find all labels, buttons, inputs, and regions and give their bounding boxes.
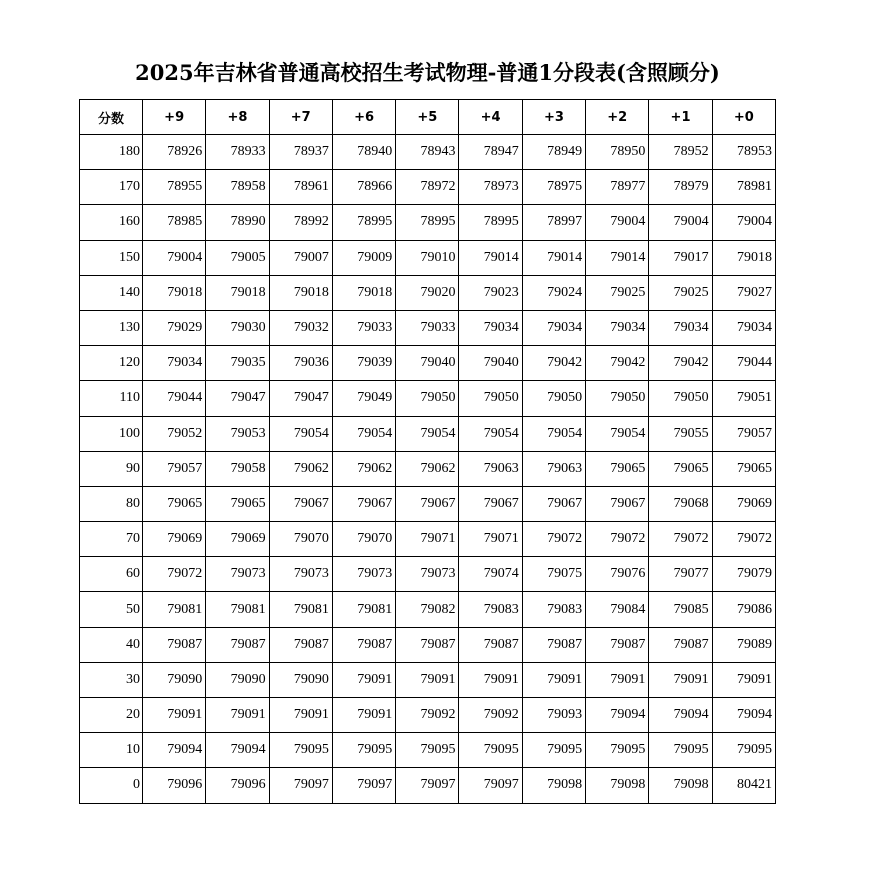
cumulative-count-cell: 79081 (206, 592, 269, 627)
cumulative-count-cell: 79095 (459, 733, 522, 768)
cumulative-count-cell: 79065 (206, 486, 269, 521)
cumulative-count-cell: 79096 (143, 768, 206, 803)
table-row (80, 627, 776, 662)
column-header-offset: +3 (522, 100, 585, 135)
cumulative-count-cell: 79072 (522, 522, 585, 557)
cumulative-count-cell: 79036 (269, 346, 332, 381)
cumulative-count-cell: 79010 (396, 240, 459, 275)
table-row (80, 698, 776, 733)
cumulative-count-cell: 79067 (332, 486, 395, 521)
cumulative-count-cell: 79030 (206, 310, 269, 345)
cumulative-count-cell: 79091 (332, 698, 395, 733)
cumulative-count-cell: 79020 (396, 275, 459, 310)
cumulative-count-cell: 78950 (586, 135, 649, 170)
cumulative-count-cell: 79091 (143, 698, 206, 733)
cumulative-count-cell: 79076 (586, 557, 649, 592)
cumulative-count-cell: 79091 (586, 662, 649, 697)
cumulative-count-cell: 79083 (522, 592, 585, 627)
score-cell: 170 (80, 170, 143, 205)
cumulative-count-cell: 79004 (649, 205, 712, 240)
cumulative-count-cell: 79069 (143, 522, 206, 557)
cumulative-count-cell: 79070 (332, 522, 395, 557)
cumulative-count-cell: 79067 (586, 486, 649, 521)
cumulative-count-cell: 79062 (269, 451, 332, 486)
cumulative-count-cell: 79097 (332, 768, 395, 803)
cumulative-count-cell: 79097 (459, 768, 522, 803)
cumulative-count-cell: 79087 (396, 627, 459, 662)
cumulative-count-cell: 79098 (522, 768, 585, 803)
score-cell: 80 (80, 486, 143, 521)
cumulative-count-cell: 79054 (332, 416, 395, 451)
table-row (80, 275, 776, 310)
cumulative-count-cell: 79065 (712, 451, 775, 486)
cumulative-count-cell: 79057 (143, 451, 206, 486)
cumulative-count-cell: 78985 (143, 205, 206, 240)
cumulative-count-cell: 79014 (586, 240, 649, 275)
cumulative-count-cell: 79050 (396, 381, 459, 416)
cumulative-count-cell: 79054 (269, 416, 332, 451)
cumulative-count-cell: 78979 (649, 170, 712, 205)
cumulative-count-cell: 79062 (332, 451, 395, 486)
cumulative-count-cell: 79094 (649, 698, 712, 733)
cumulative-count-cell: 79063 (459, 451, 522, 486)
cumulative-count-cell: 78926 (143, 135, 206, 170)
cumulative-count-cell: 79054 (459, 416, 522, 451)
cumulative-count-cell: 79091 (522, 662, 585, 697)
cumulative-count-cell: 79004 (143, 240, 206, 275)
cumulative-count-cell: 79086 (712, 592, 775, 627)
score-cell: 40 (80, 627, 143, 662)
cumulative-count-cell: 78977 (586, 170, 649, 205)
cumulative-count-cell: 79027 (712, 275, 775, 310)
cumulative-count-cell: 79018 (143, 275, 206, 310)
cumulative-count-cell: 80421 (712, 768, 775, 803)
cumulative-count-cell: 79044 (712, 346, 775, 381)
cumulative-count-cell: 79065 (586, 451, 649, 486)
cumulative-count-cell: 79004 (712, 205, 775, 240)
table-row (80, 522, 776, 557)
cumulative-count-cell: 79058 (206, 451, 269, 486)
cumulative-count-cell: 79040 (459, 346, 522, 381)
score-cell: 160 (80, 205, 143, 240)
cumulative-count-cell: 79018 (206, 275, 269, 310)
cumulative-count-cell: 78997 (522, 205, 585, 240)
cumulative-count-cell: 79057 (712, 416, 775, 451)
cumulative-count-cell: 79082 (396, 592, 459, 627)
cumulative-count-cell: 79075 (522, 557, 585, 592)
cumulative-count-cell: 79052 (143, 416, 206, 451)
table-row (80, 451, 776, 486)
cumulative-count-cell: 78973 (459, 170, 522, 205)
cumulative-count-cell: 79047 (206, 381, 269, 416)
cumulative-count-cell: 79053 (206, 416, 269, 451)
cumulative-count-cell: 79005 (206, 240, 269, 275)
table-row (80, 486, 776, 521)
cumulative-count-cell: 79007 (269, 240, 332, 275)
cumulative-count-cell: 79025 (649, 275, 712, 310)
cumulative-count-cell: 79081 (332, 592, 395, 627)
cumulative-count-cell: 79073 (332, 557, 395, 592)
cumulative-count-cell: 79073 (206, 557, 269, 592)
column-header-score: 分数 (80, 100, 143, 135)
score-cell: 90 (80, 451, 143, 486)
header-row (80, 100, 776, 135)
cumulative-count-cell: 79072 (712, 522, 775, 557)
cumulative-count-cell: 79054 (396, 416, 459, 451)
table-body (80, 135, 776, 804)
cumulative-count-cell: 79072 (586, 522, 649, 557)
cumulative-count-cell: 79095 (396, 733, 459, 768)
score-cell: 100 (80, 416, 143, 451)
cumulative-count-cell: 79092 (459, 698, 522, 733)
cumulative-count-cell: 78958 (206, 170, 269, 205)
cumulative-count-cell: 79081 (143, 592, 206, 627)
cumulative-count-cell: 79050 (586, 381, 649, 416)
cumulative-count-cell: 78952 (649, 135, 712, 170)
cumulative-count-cell: 79095 (522, 733, 585, 768)
cumulative-count-cell: 79093 (522, 698, 585, 733)
cumulative-count-cell: 78937 (269, 135, 332, 170)
cumulative-count-cell: 79051 (712, 381, 775, 416)
cumulative-count-cell: 79067 (459, 486, 522, 521)
cumulative-count-cell: 79097 (269, 768, 332, 803)
cumulative-count-cell: 79073 (269, 557, 332, 592)
cumulative-count-cell: 79089 (712, 627, 775, 662)
cumulative-count-cell: 79062 (396, 451, 459, 486)
cumulative-count-cell: 79083 (459, 592, 522, 627)
cumulative-count-cell: 79067 (396, 486, 459, 521)
cumulative-count-cell: 79068 (649, 486, 712, 521)
cumulative-count-cell: 79047 (269, 381, 332, 416)
cumulative-count-cell: 78981 (712, 170, 775, 205)
cumulative-count-cell: 79090 (269, 662, 332, 697)
table-row (80, 240, 776, 275)
table-header (80, 100, 776, 135)
table-row (80, 310, 776, 345)
cumulative-count-cell: 79087 (269, 627, 332, 662)
cumulative-count-cell: 78995 (459, 205, 522, 240)
cumulative-count-cell: 79049 (332, 381, 395, 416)
cumulative-count-cell: 78972 (396, 170, 459, 205)
cumulative-count-cell: 79014 (522, 240, 585, 275)
cumulative-count-cell: 79079 (712, 557, 775, 592)
score-distribution-table (79, 99, 776, 804)
score-cell: 60 (80, 557, 143, 592)
cumulative-count-cell: 78995 (396, 205, 459, 240)
cumulative-count-cell: 79054 (522, 416, 585, 451)
cumulative-count-cell: 79065 (143, 486, 206, 521)
cumulative-count-cell: 79081 (269, 592, 332, 627)
cumulative-count-cell: 79094 (143, 733, 206, 768)
cumulative-count-cell: 79025 (586, 275, 649, 310)
cumulative-count-cell: 78955 (143, 170, 206, 205)
score-cell: 180 (80, 135, 143, 170)
cumulative-count-cell: 79018 (269, 275, 332, 310)
cumulative-count-cell: 78943 (396, 135, 459, 170)
table-row (80, 381, 776, 416)
table-row (80, 416, 776, 451)
cumulative-count-cell: 79087 (459, 627, 522, 662)
cumulative-count-cell: 79029 (143, 310, 206, 345)
table-row (80, 557, 776, 592)
cumulative-count-cell: 79071 (396, 522, 459, 557)
cumulative-count-cell: 78947 (459, 135, 522, 170)
cumulative-count-cell: 79035 (206, 346, 269, 381)
cumulative-count-cell: 79034 (712, 310, 775, 345)
score-cell: 50 (80, 592, 143, 627)
table-row (80, 205, 776, 240)
score-cell: 20 (80, 698, 143, 733)
table-row (80, 170, 776, 205)
cumulative-count-cell: 78949 (522, 135, 585, 170)
cumulative-count-cell: 79017 (649, 240, 712, 275)
score-cell: 140 (80, 275, 143, 310)
cumulative-count-cell: 79034 (649, 310, 712, 345)
cumulative-count-cell: 78953 (712, 135, 775, 170)
cumulative-count-cell: 79090 (143, 662, 206, 697)
table-row (80, 662, 776, 697)
cumulative-count-cell: 79091 (396, 662, 459, 697)
column-header-offset: +2 (586, 100, 649, 135)
cumulative-count-cell: 79091 (712, 662, 775, 697)
cumulative-count-cell: 79087 (522, 627, 585, 662)
score-cell: 110 (80, 381, 143, 416)
cumulative-count-cell: 79090 (206, 662, 269, 697)
cumulative-count-cell: 79042 (649, 346, 712, 381)
score-cell: 10 (80, 733, 143, 768)
cumulative-count-cell: 79087 (332, 627, 395, 662)
score-cell: 0 (80, 768, 143, 803)
cumulative-count-cell: 79087 (649, 627, 712, 662)
score-cell: 150 (80, 240, 143, 275)
column-header-offset: +4 (459, 100, 522, 135)
page-title: 2025年吉林省普通高校招生考试物理-普通1分段表(含照顾分) (135, 60, 720, 85)
cumulative-count-cell: 79095 (649, 733, 712, 768)
cumulative-count-cell: 79087 (206, 627, 269, 662)
cumulative-count-cell: 79087 (586, 627, 649, 662)
cumulative-count-cell: 79044 (143, 381, 206, 416)
cumulative-count-cell: 79092 (396, 698, 459, 733)
cumulative-count-cell: 79071 (459, 522, 522, 557)
cumulative-count-cell: 79055 (649, 416, 712, 451)
cumulative-count-cell: 79024 (522, 275, 585, 310)
column-header-offset: +1 (649, 100, 712, 135)
cumulative-count-cell: 79094 (206, 733, 269, 768)
cumulative-count-cell: 78995 (332, 205, 395, 240)
table-row (80, 733, 776, 768)
column-header-offset: +5 (396, 100, 459, 135)
cumulative-count-cell: 79097 (396, 768, 459, 803)
cumulative-count-cell: 79039 (332, 346, 395, 381)
cumulative-count-cell: 79069 (206, 522, 269, 557)
cumulative-count-cell: 79054 (586, 416, 649, 451)
cumulative-count-cell: 79018 (712, 240, 775, 275)
table-row (80, 346, 776, 381)
cumulative-count-cell: 79074 (459, 557, 522, 592)
table-row (80, 135, 776, 170)
cumulative-count-cell: 79023 (459, 275, 522, 310)
cumulative-count-cell: 78966 (332, 170, 395, 205)
cumulative-count-cell: 79073 (396, 557, 459, 592)
cumulative-count-cell: 79067 (269, 486, 332, 521)
cumulative-count-cell: 79094 (586, 698, 649, 733)
cumulative-count-cell: 79091 (332, 662, 395, 697)
cumulative-count-cell: 79087 (143, 627, 206, 662)
table-row (80, 592, 776, 627)
cumulative-count-cell: 79070 (269, 522, 332, 557)
column-header-offset: +6 (332, 100, 395, 135)
cumulative-count-cell: 78940 (332, 135, 395, 170)
cumulative-count-cell: 79098 (649, 768, 712, 803)
cumulative-count-cell: 78992 (269, 205, 332, 240)
cumulative-count-cell: 79091 (269, 698, 332, 733)
cumulative-count-cell: 79063 (522, 451, 585, 486)
column-header-offset: +9 (143, 100, 206, 135)
cumulative-count-cell: 79004 (586, 205, 649, 240)
cumulative-count-cell: 79050 (459, 381, 522, 416)
cumulative-count-cell: 79032 (269, 310, 332, 345)
score-cell: 130 (80, 310, 143, 345)
cumulative-count-cell: 79095 (712, 733, 775, 768)
score-cell: 120 (80, 346, 143, 381)
cumulative-count-cell: 79050 (522, 381, 585, 416)
cumulative-count-cell: 79034 (459, 310, 522, 345)
cumulative-count-cell: 79069 (712, 486, 775, 521)
cumulative-count-cell: 79050 (649, 381, 712, 416)
cumulative-count-cell: 79033 (332, 310, 395, 345)
cumulative-count-cell: 78975 (522, 170, 585, 205)
cumulative-count-cell: 79042 (586, 346, 649, 381)
cumulative-count-cell: 79095 (269, 733, 332, 768)
cumulative-count-cell: 79095 (332, 733, 395, 768)
cumulative-count-cell: 78961 (269, 170, 332, 205)
cumulative-count-cell: 79042 (522, 346, 585, 381)
cumulative-count-cell: 79094 (712, 698, 775, 733)
cumulative-count-cell: 79096 (206, 768, 269, 803)
cumulative-count-cell: 78990 (206, 205, 269, 240)
cumulative-count-cell: 79034 (586, 310, 649, 345)
cumulative-count-cell: 79098 (586, 768, 649, 803)
cumulative-count-cell: 79091 (459, 662, 522, 697)
cumulative-count-cell: 79034 (143, 346, 206, 381)
column-header-offset: +8 (206, 100, 269, 135)
cumulative-count-cell: 79072 (649, 522, 712, 557)
cumulative-count-cell: 79085 (649, 592, 712, 627)
cumulative-count-cell: 78933 (206, 135, 269, 170)
cumulative-count-cell: 79067 (522, 486, 585, 521)
cumulative-count-cell: 79072 (143, 557, 206, 592)
cumulative-count-cell: 79065 (649, 451, 712, 486)
table-row (80, 768, 776, 803)
cumulative-count-cell: 79009 (332, 240, 395, 275)
score-cell: 30 (80, 662, 143, 697)
cumulative-count-cell: 79091 (206, 698, 269, 733)
cumulative-count-cell: 79095 (586, 733, 649, 768)
column-header-offset: +7 (269, 100, 332, 135)
cumulative-count-cell: 79040 (396, 346, 459, 381)
score-cell: 70 (80, 522, 143, 557)
cumulative-count-cell: 79034 (522, 310, 585, 345)
cumulative-count-cell: 79091 (649, 662, 712, 697)
cumulative-count-cell: 79018 (332, 275, 395, 310)
cumulative-count-cell: 79084 (586, 592, 649, 627)
column-header-offset: +0 (712, 100, 775, 135)
cumulative-count-cell: 79033 (396, 310, 459, 345)
cumulative-count-cell: 79077 (649, 557, 712, 592)
cumulative-count-cell: 79014 (459, 240, 522, 275)
